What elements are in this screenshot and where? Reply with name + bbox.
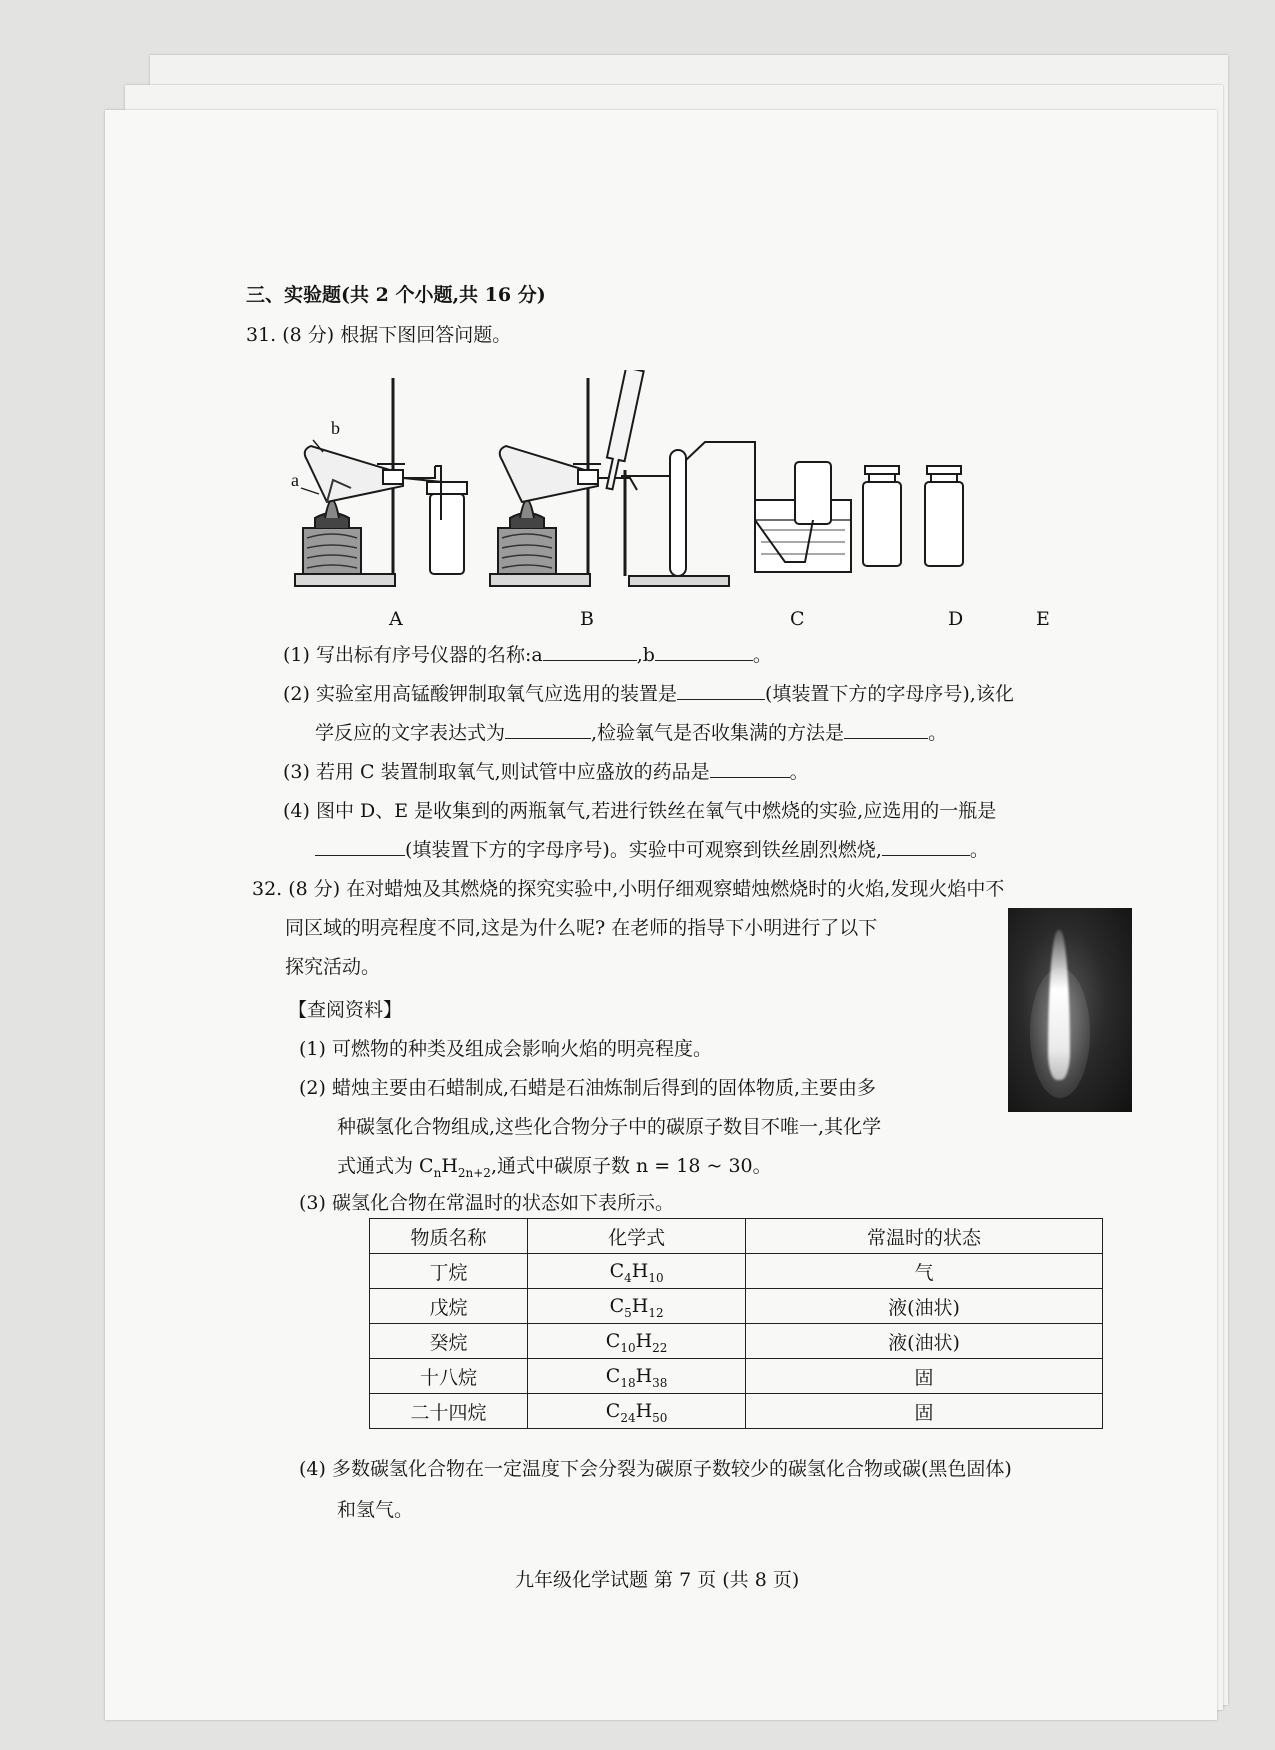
formula-h-count: 10 xyxy=(648,1270,664,1285)
formula-post: ,通式中碳原子数 n = 18 ~ 30。 xyxy=(490,1155,772,1177)
q31-part4: (4) 图中 D、E 是收集到的两瓶氧气,若进行铁丝在氧气中燃烧的实验,应选用的一瓶是 xyxy=(283,800,997,822)
table-row xyxy=(370,1394,1103,1429)
label-b: B xyxy=(580,608,594,630)
table-row xyxy=(370,1289,1103,1324)
formula-c-count: 18 xyxy=(620,1375,636,1390)
q31-p2b-end: 。 xyxy=(928,722,948,744)
formula-h-count: 50 xyxy=(652,1410,668,1425)
answer-blank-b[interactable] xyxy=(655,642,753,661)
q31-p1-text: (1) 写出标有序号仪器的名称:a xyxy=(283,644,543,666)
q31-p1-end: 。 xyxy=(752,644,772,666)
table-row xyxy=(370,1359,1103,1394)
table-cell-state: 固 xyxy=(746,1359,1103,1394)
answer-blank-device[interactable] xyxy=(677,681,765,700)
reference-2-line2: 种碳氢化合物组成,这些化合物分子中的碳原子数目不唯一,其化学 xyxy=(337,1116,882,1138)
formula-h-count: 12 xyxy=(648,1305,664,1320)
formula-c: 式通式为 C xyxy=(337,1155,434,1177)
table-cell-name: 癸烷 xyxy=(370,1324,528,1359)
q32-stem-line1: 32. (8 分) 在对蜡烛及其燃烧的探究实验中,小明仔细观察蜡烛燃烧时的火焰,发现火焰中不 xyxy=(252,878,1005,900)
q31-p4-post: (填装置下方的字母序号)。实验中可观察到铁丝剧烈燃烧, xyxy=(405,839,882,861)
table-header-state: 常温时的状态 xyxy=(746,1219,1103,1254)
reference-2-line3 xyxy=(337,1153,772,1179)
q31-part3 xyxy=(283,759,809,785)
bottle-d xyxy=(863,466,901,566)
q31-p2b-text: 学反应的文字表达式为 xyxy=(315,722,506,744)
table-row xyxy=(370,1324,1103,1359)
table-header-formula: 化学式 xyxy=(528,1219,746,1254)
apparatus-a xyxy=(291,378,467,586)
q31-p1-mid: ,b xyxy=(636,644,655,666)
table-cell-name: 戊烷 xyxy=(370,1289,528,1324)
apparatus-c xyxy=(601,370,755,586)
q31-p2-text: (2) 实验室用高锰酸钾制取氧气应选用的装置是 xyxy=(283,683,677,705)
label-d: D xyxy=(948,608,964,630)
reference-3: (3) 碳氢化合物在常温时的状态如下表所示。 xyxy=(299,1192,674,1214)
formula-sub-n: n xyxy=(433,1165,442,1180)
reference-4-line2: 和氢气。 xyxy=(337,1499,414,1521)
candle-flame-photo xyxy=(1008,908,1132,1112)
table-header-name: 物质名称 xyxy=(370,1219,528,1254)
reference-2-line1: (2) 蜡烛主要由石蜡制成,石蜡是石油炼制后得到的固体物质,主要由多 xyxy=(299,1077,877,1099)
table-row xyxy=(370,1254,1103,1289)
answer-blank-a[interactable] xyxy=(543,642,637,661)
apparatus-figure xyxy=(285,370,1095,600)
formula-sub-2n2: 2n+2 xyxy=(457,1165,491,1180)
table-header-row xyxy=(370,1219,1103,1254)
candle-flame xyxy=(1048,930,1070,1080)
formula-c-count: 5 xyxy=(624,1305,632,1320)
part-label-b: b xyxy=(331,418,340,438)
table-cell-formula: $C_5H_{12}$ xyxy=(528,1289,746,1324)
reference-title: 【查阅资料】 xyxy=(288,999,403,1021)
q31-p3-end: 。 xyxy=(789,761,809,783)
answer-blank-phenomenon[interactable] xyxy=(882,837,970,856)
answer-blank-bottle[interactable] xyxy=(315,837,405,856)
q32-stem-line3: 探究活动。 xyxy=(285,956,381,978)
bottle-e xyxy=(925,466,963,566)
formula-h-count: 38 xyxy=(652,1375,668,1390)
section-title: 三、实验题(共 2 个小题,共 16 分) xyxy=(246,284,546,306)
q31-part2b xyxy=(315,720,947,746)
table-cell-state: 气 xyxy=(746,1254,1103,1289)
reference-4-line1: (4) 多数碳氢化合物在一定温度下会分裂为碳原子数较少的碳氢化合物或碳(黑色固体) xyxy=(299,1458,1012,1480)
q31-part2 xyxy=(283,681,1014,707)
table-cell-formula: $C_{18}H_{38}$ xyxy=(528,1359,746,1394)
table-cell-state: 液(油状) xyxy=(746,1324,1103,1359)
water-trough xyxy=(755,462,851,572)
reference-1: (1) 可燃物的种类及组成会影响火焰的明亮程度。 xyxy=(299,1038,712,1060)
formula-c-count: 4 xyxy=(624,1270,632,1285)
answer-blank-equation[interactable] xyxy=(505,720,591,739)
table-cell-formula: $C_{10}H_{22}$ xyxy=(528,1324,746,1359)
table-cell-formula: $C_{24}H_{50}$ xyxy=(528,1394,746,1429)
label-e: E xyxy=(1036,608,1050,630)
label-c: C xyxy=(790,608,805,630)
table-cell-name: 二十四烷 xyxy=(370,1394,528,1429)
label-a: A xyxy=(389,608,403,630)
page-footer: 九年级化学试题 第 7 页 (共 8 页) xyxy=(515,1569,800,1591)
table-cell-state: 液(油状) xyxy=(746,1289,1103,1324)
formula-h-count: 22 xyxy=(652,1340,668,1355)
formula-c-count: 10 xyxy=(620,1340,636,1355)
q31-p4-end: 。 xyxy=(969,839,989,861)
answer-blank-check-method[interactable] xyxy=(844,720,928,739)
q31-p2b-mid: ,检验氧气是否收集满的方法是 xyxy=(591,722,845,744)
formula-h: H xyxy=(441,1155,458,1177)
q31-part4b xyxy=(315,837,989,863)
formula-c-count: 24 xyxy=(620,1410,636,1425)
answer-blank-reagent[interactable] xyxy=(710,759,790,778)
table-cell-state: 固 xyxy=(746,1394,1103,1429)
hydrocarbon-table xyxy=(369,1218,1103,1429)
q31-p2-post: (填装置下方的字母序号),该化 xyxy=(764,683,1014,705)
q31-stem: 31. (8 分) 根据下图回答问题。 xyxy=(246,324,512,346)
q31-p3-text: (3) 若用 C 装置制取氧气,则试管中应盛放的药品是 xyxy=(283,761,710,783)
q31-part1 xyxy=(283,642,772,668)
table-cell-name: 十八烷 xyxy=(370,1359,528,1394)
table-cell-name: 丁烷 xyxy=(370,1254,528,1289)
part-label-a: a xyxy=(291,470,299,490)
q32-stem-line2: 同区域的明亮程度不同,这是为什么呢? 在老师的指导下小明进行了以下 xyxy=(285,917,878,939)
table-cell-formula: $C_4H_{10}$ xyxy=(528,1254,746,1289)
